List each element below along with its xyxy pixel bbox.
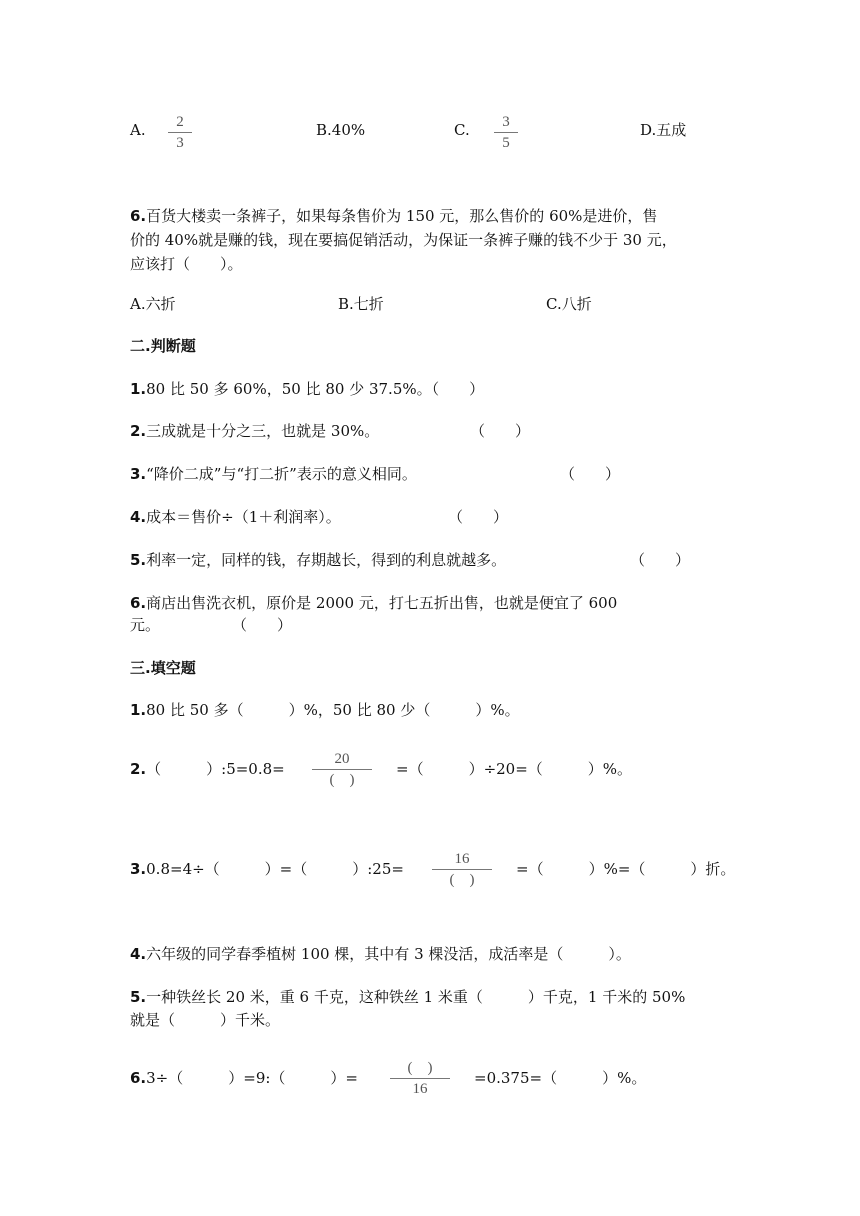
fraction-bar (168, 132, 192, 133)
judge-item-3 (130, 462, 417, 486)
fill-item-2-left (130, 757, 285, 781)
item-text: 六年级的同学春季植树 100 棵，其中有 3 棵没活，成活率是（ ）。 (146, 945, 631, 963)
fill-item-2-fraction (312, 750, 372, 789)
question-number: 6. (130, 207, 147, 225)
option-b: B.40% (316, 121, 366, 139)
judge-item-6 (130, 591, 617, 615)
judge-answer-blank[interactable]: （ ） (470, 422, 531, 440)
item-number: 2. (130, 422, 147, 440)
item-text: 商店出售洗衣机，原价是 2000 元，打七五折出售，也就是便宜了 600 (146, 594, 618, 612)
item-text: （ ）:5=0.8= (146, 760, 285, 778)
item-text: 80 比 50 多 60%，50 比 80 少 37.5%。（ ） (146, 380, 485, 398)
item-number: 1. (130, 701, 147, 719)
item-text: “降价二成”与“打二折”表示的意义相同。 (146, 465, 417, 483)
item-text: 三成就是十分之三，也就是 30%。 (146, 422, 380, 440)
fraction-bar (432, 869, 492, 870)
fraction-bar (312, 769, 372, 770)
fraction-denominator: 5 (502, 135, 510, 151)
item-text: 3÷（ ）=9:（ ）= (146, 1069, 358, 1087)
fraction-numerator[interactable]: ( ) (407, 1060, 433, 1076)
judge-answer-blank[interactable]: （ ） (448, 508, 509, 526)
judge-item-6-line2: 元。 (130, 616, 161, 634)
fill-item-3-right: =（ ）%=（ ）折。 (516, 860, 736, 878)
fraction-bar (494, 132, 518, 133)
item-number: 5. (130, 988, 147, 1006)
fraction-numerator: 20 (334, 751, 350, 767)
fill-item-3-fraction (432, 850, 492, 889)
fraction-denominator: 3 (176, 135, 184, 151)
item-number: 4. (130, 945, 147, 963)
question-6-line3: 应该打（ ）。 (130, 255, 243, 273)
q6-option-c: C.八折 (546, 295, 592, 313)
fill-item-2-right: =（ ）÷20=（ ）%。 (396, 760, 633, 778)
item-number: 6. (130, 594, 147, 612)
question-text: 百货大楼卖一条裤子，如果每条售价为 150 元，那么售价的 60%是进价，售 (146, 207, 658, 225)
item-number: 6. (130, 1069, 147, 1087)
fill-item-4 (130, 942, 631, 966)
fill-item-6-left (130, 1066, 358, 1090)
item-number: 3. (130, 465, 147, 483)
fraction-bar (390, 1078, 450, 1079)
section-3-title: 三.填空题 (130, 659, 196, 677)
q6-option-a: A.六折 (130, 295, 176, 313)
fill-item-5-line1 (130, 985, 685, 1009)
fraction-denominator[interactable]: ( ) (329, 772, 355, 788)
item-text: 一种铁丝长 20 米，重 6 千克，这种铁丝 1 米重（ ）千克，1 千米的 50% (146, 988, 686, 1006)
judge-item-4 (130, 505, 341, 529)
fill-item-6-right: =0.375=（ ）%。 (474, 1069, 647, 1087)
fill-item-6-fraction (390, 1059, 450, 1098)
fill-item-3-left (130, 857, 404, 881)
judge-item-1 (130, 377, 484, 401)
item-text: 利率一定，同样的钱，存期越长，得到的利息就越多。 (146, 551, 507, 569)
fraction-numerator: 3 (502, 114, 510, 130)
item-number: 1. (130, 380, 147, 398)
fraction-numerator: 16 (454, 851, 470, 867)
item-text: 成本＝售价÷（1＋利润率）。 (146, 508, 341, 526)
judge-answer-blank[interactable]: （ ） (560, 465, 621, 483)
judge-item-2 (130, 419, 379, 443)
judge-answer-blank[interactable]: （ ） (630, 551, 691, 569)
item-number: 3. (130, 860, 147, 878)
question-6-line2: 价的 40%就是赚的钱，现在要搞促销活动，为保证一条裤子赚的钱不少于 30 元， (130, 231, 677, 249)
option-a-label: A. (130, 121, 146, 139)
section-2-title: 二.判断题 (130, 337, 196, 355)
option-c-fraction (494, 113, 518, 152)
fill-item-5-line2: 就是（ ）千米。 (130, 1011, 281, 1029)
option-c-label: C. (454, 121, 470, 139)
fill-item-1 (130, 698, 520, 722)
judge-answer-blank[interactable]: （ ） (232, 616, 293, 634)
q6-option-b: B.七折 (338, 295, 384, 313)
item-text: 80 比 50 多（ ）%，50 比 80 少（ ）%。 (146, 701, 520, 719)
question-6-line1 (130, 204, 657, 228)
item-number: 5. (130, 551, 147, 569)
judge-item-5 (130, 548, 506, 572)
item-number: 4. (130, 508, 147, 526)
option-a-fraction (168, 113, 192, 152)
option-d: D.五成 (640, 121, 687, 139)
fraction-denominator: 16 (412, 1081, 428, 1097)
fraction-numerator: 2 (176, 114, 184, 130)
fraction-denominator[interactable]: ( ) (449, 872, 475, 888)
item-number: 2. (130, 760, 147, 778)
item-text: 0.8=4÷（ ）=（ ）:25= (146, 860, 404, 878)
